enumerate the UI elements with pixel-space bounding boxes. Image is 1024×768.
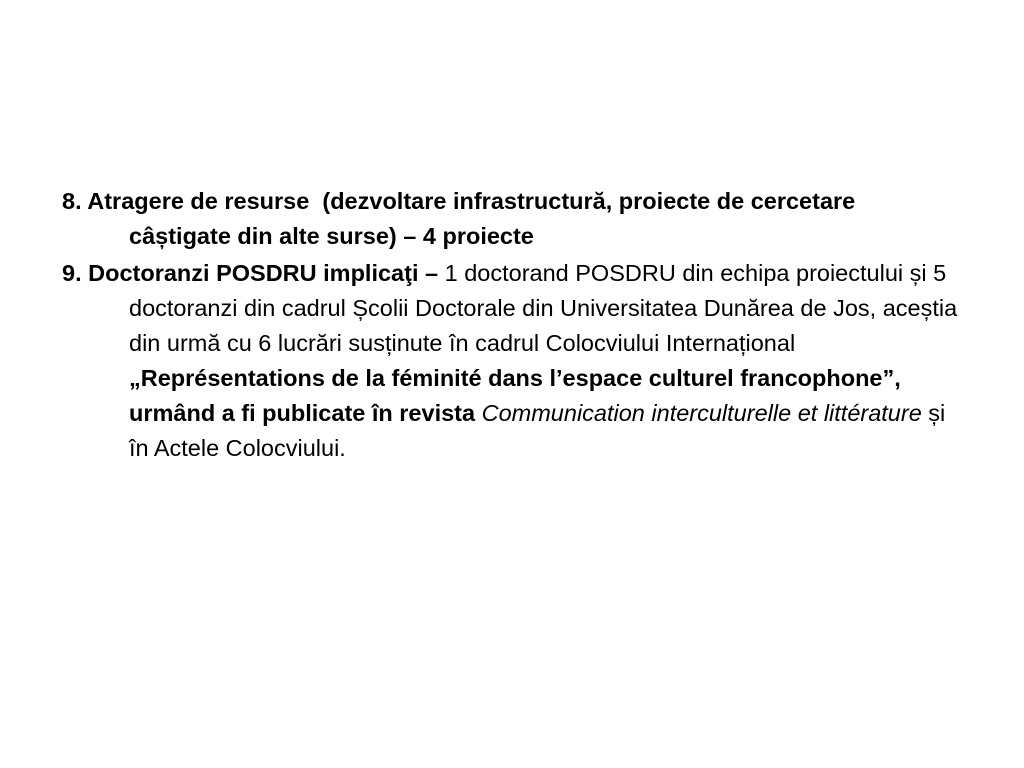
slide-content — [62, 184, 962, 468]
journal-title: Communication interculturelle et littérature — [481, 400, 922, 426]
item-8-text: 8. Atragere de resurse (dezvoltare infrastructură, proiecte de cercetare câștigate din alte surse) – 4 proiecte — [62, 188, 856, 249]
colloquium-title: „Représentations de la féminité dans l’espace culturel francophone”, urmând a fi publicate în revista — [129, 365, 901, 426]
item-8-resources — [62, 184, 962, 254]
item-9-doctoral-students — [62, 256, 962, 466]
item-9-body: 1 doctorand POSDRU din echipa proiectului și 5 doctoranzi din cadrul Școlii Doctorale din Universitatea Dunărea de Jos, aceștia din urmă cu 6 lucrări susținute în cadrul Colocviului Internațional — [129, 260, 958, 356]
item-9-heading: 9. Doctoranzi POSDRU implicaţi – — [62, 260, 445, 286]
item-9-tail: și în Actele Colocviului. — [129, 400, 946, 461]
